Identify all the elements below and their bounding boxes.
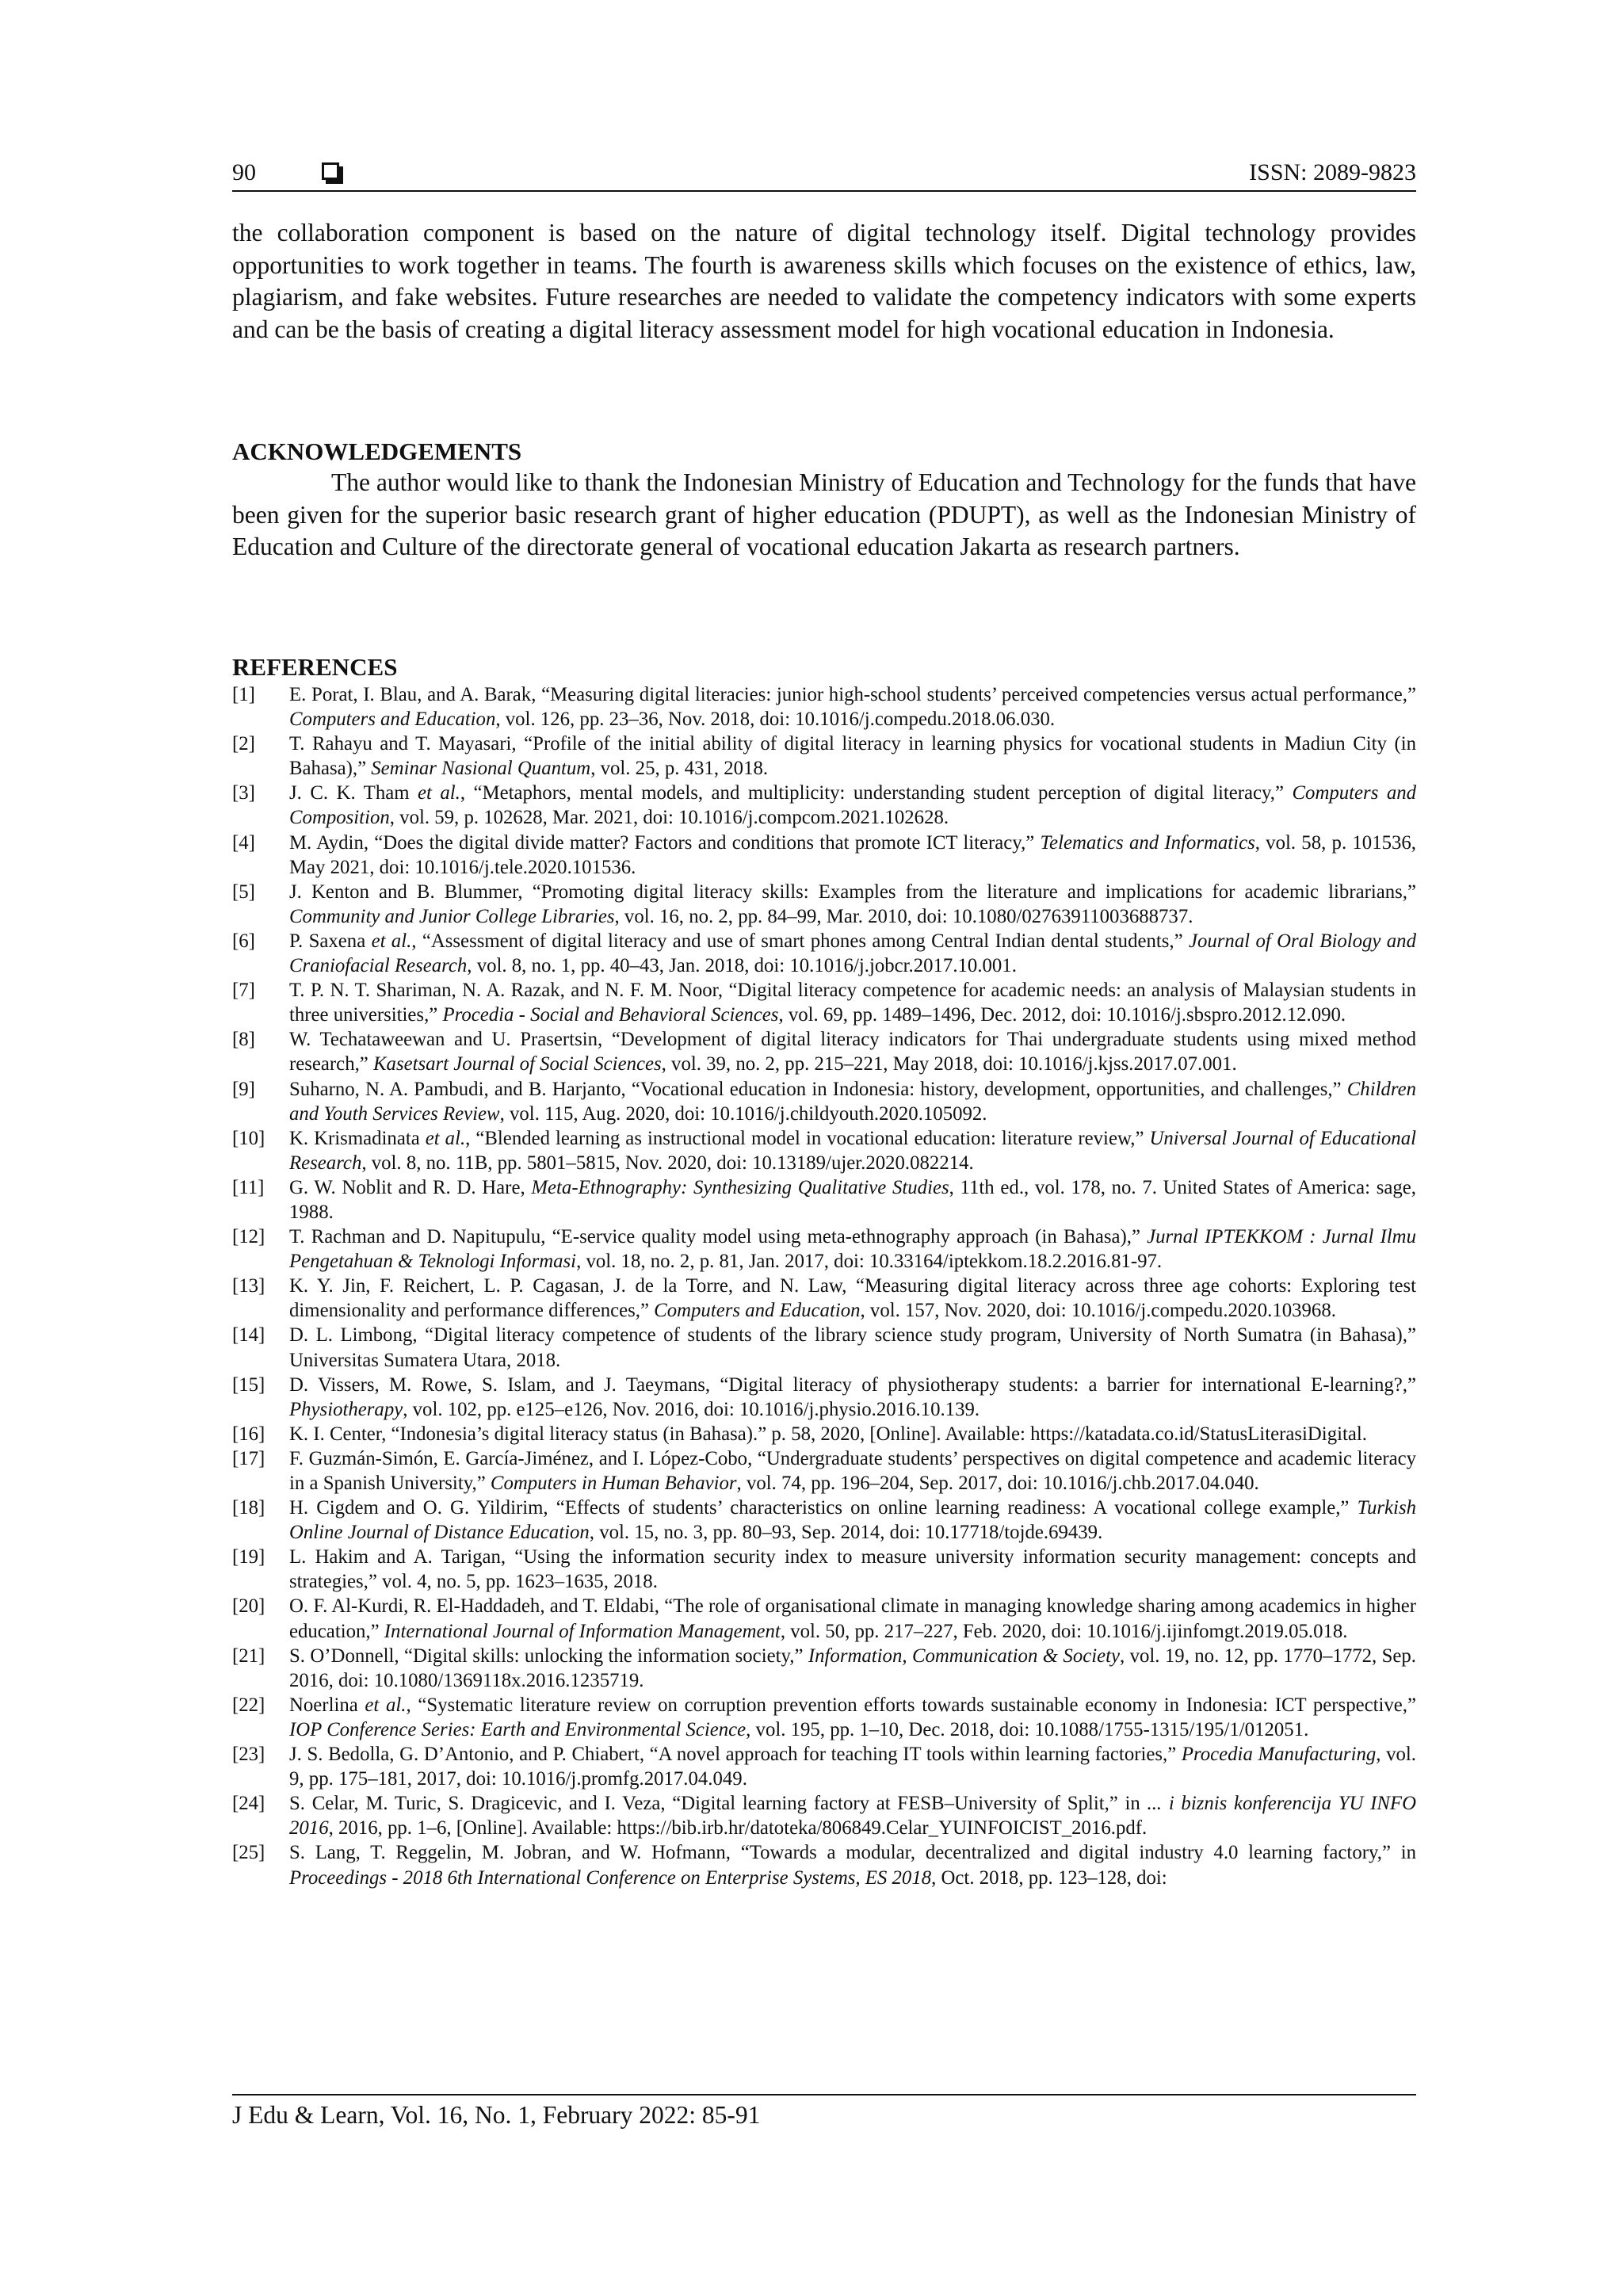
reference-number: [3] bbox=[232, 782, 255, 804]
reference-details: , vol. 15, no. 3, pp. 80–93, Sep. 2014, doi: 10.17718/tojde.69439. bbox=[589, 1522, 1103, 1544]
reference-venue: Information, Communication & Society bbox=[808, 1645, 1121, 1667]
reference-number: [1] bbox=[232, 684, 255, 705]
reference-entry bbox=[232, 1644, 1416, 1693]
reference-entry bbox=[232, 1027, 1416, 1076]
reference-entry bbox=[232, 1077, 1416, 1126]
reference-venue: Meta-Ethnography: Synthesizing Qualitative Studies bbox=[531, 1176, 949, 1198]
reference-entry bbox=[232, 1224, 1416, 1274]
reference-title: , “Metaphors, mental models, and multiplicity: understanding student perception of digital literacy,” bbox=[460, 782, 1293, 804]
reference-details: , 11th ed., vol. 178, no. 7. United States of America: sage, 1988. bbox=[289, 1176, 1417, 1223]
reference-authors-title: K. Y. Jin, F. Reichert, L. P. Cagasan, J. de la Torre, and N. Law, “Measuring digital literacy across three age cohorts: Exploring test dimensionality and performance differences,” bbox=[289, 1275, 1416, 1322]
reference-number: [23] bbox=[232, 1744, 265, 1766]
reference-details: , Oct. 2018, pp. 123–128, doi: bbox=[931, 1866, 1167, 1889]
reference-venue: Computers in Human Behavior bbox=[490, 1473, 737, 1494]
reference-details: , vol. 9, pp. 175–181, 2017, doi: 10.1016/j.promfg.2017.04.049. bbox=[289, 1744, 1416, 1790]
reference-list bbox=[232, 682, 1416, 1890]
reference-details: , vol. 8, no. 11B, pp. 5801–5815, Nov. 2020, doi: 10.13189/ujer.2020.082214. bbox=[361, 1152, 974, 1174]
reference-details: , vol. 69, pp. 1489–1496, Dec. 2012, doi: 10.1016/j.sbspro.2012.12.090. bbox=[778, 1004, 1346, 1026]
reference-entry bbox=[232, 831, 1416, 880]
reference-entry bbox=[232, 781, 1416, 830]
reference-venue: Turkish Online Journal of Distance Education bbox=[289, 1497, 1416, 1544]
reference-number: [6] bbox=[232, 930, 255, 952]
reference-authors-title: J. Kenton and B. Blummer, “Promoting digital literacy skills: Examples from the literature and implications for academic librarians,” bbox=[289, 881, 1416, 903]
reference-number: [9] bbox=[232, 1078, 255, 1100]
reference-entry bbox=[232, 1373, 1416, 1422]
reference-authors-title: S. Lang, T. Reggelin, M. Jobran, and W. Hofmann, “Towards a modular, decentralized and digital industry 4.0 learning factory,” in bbox=[289, 1842, 1416, 1864]
reference-details: , vol. 39, no. 2, pp. 215–221, May 2018, doi: 10.1016/j.kjss.2017.07.001. bbox=[661, 1053, 1237, 1075]
reference-authors-title: J. S. Bedolla, G. D’Antonio, and P. Chiabert, “A novel approach for teaching IT tools within learning factories,” bbox=[289, 1744, 1182, 1766]
reference-entry bbox=[232, 1840, 1416, 1889]
reference-venue: Universal Journal of Educational Research bbox=[289, 1127, 1416, 1174]
reference-venue: Journal of Oral Biology and Craniofacial Research bbox=[289, 930, 1416, 977]
reference-venue: Computers and Education bbox=[654, 1300, 861, 1322]
page-number: 90 bbox=[232, 159, 256, 185]
reference-title: , “Assessment of digital literacy and use of smart phones among Central Indian dental students,” bbox=[411, 930, 1189, 952]
reference-entry bbox=[232, 929, 1416, 978]
reference-number: [22] bbox=[232, 1694, 265, 1716]
reference-venue: ... i biznis konferencija YU INFO 2016 bbox=[289, 1793, 1416, 1839]
reference-details: , vol. 74, pp. 196–204, Sep. 2017, doi: 10.1016/j.chb.2017.04.040. bbox=[736, 1473, 1259, 1494]
reference-title: , “Blended learning as instructional model in vocational education: literature review,” bbox=[465, 1127, 1150, 1149]
reference-details: , vol. 50, pp. 217–227, Feb. 2020, doi: 10.1016/j.ijinfomgt.2019.05.018. bbox=[780, 1620, 1348, 1642]
reference-authors-title: S. Celar, M. Turic, S. Dragicevic, and I. Veza, “Digital learning factory at FESB–University of Split,” in bbox=[289, 1793, 1148, 1815]
reference-details: , vol. 102, pp. e125–e126, Nov. 2016, doi: 10.1016/j.physio.2016.10.139. bbox=[403, 1398, 980, 1420]
reference-number: [15] bbox=[232, 1373, 265, 1396]
reference-number: [24] bbox=[232, 1793, 265, 1815]
reference-venue: International Journal of Information Management bbox=[384, 1620, 781, 1642]
reference-number: [25] bbox=[232, 1842, 265, 1864]
reference-authors-title: J. C. K. Tham bbox=[289, 782, 418, 804]
reference-et-al: et al. bbox=[365, 1694, 407, 1716]
reference-entry bbox=[232, 1446, 1416, 1496]
reference-details: , vol. 16, no. 2, pp. 84–99, Mar. 2010, doi: 10.1080/02763911003688737. bbox=[614, 905, 1193, 927]
reference-number: [20] bbox=[232, 1595, 265, 1618]
reference-number: [11] bbox=[232, 1176, 265, 1198]
acknowledgements-heading: ACKNOWLEDGEMENTS bbox=[232, 437, 522, 465]
reference-et-al: et al. bbox=[418, 782, 460, 804]
reference-authors-title: L. Hakim and A. Tarigan, “Using the information security index to measure university information security management: concepts and strategies,” vol. 4, no. 5, pp. 1623–1635, 2018. bbox=[289, 1546, 1416, 1593]
reference-venue: Children and Youth Services Review bbox=[289, 1078, 1416, 1125]
reference-entry bbox=[232, 1422, 1416, 1446]
reference-details: , vol. 25, p. 431, 2018. bbox=[590, 758, 769, 780]
reference-number: [7] bbox=[232, 980, 255, 1002]
reference-venue: Seminar Nasional Quantum bbox=[371, 758, 591, 780]
reference-venue: Telematics and Informatics bbox=[1040, 831, 1255, 854]
reference-authors-title: S. O’Donnell, “Digital skills: unlocking the information society,” bbox=[289, 1645, 808, 1667]
reference-entry bbox=[232, 1496, 1416, 1545]
reference-venue: Computers and Composition bbox=[289, 782, 1417, 829]
reference-details: , vol. 58, p. 101536, May 2021, doi: 10.1016/j.tele.2020.101536. bbox=[289, 831, 1416, 878]
reference-venue: Jurnal IPTEKKOM : Jurnal Ilmu Pengetahuan & Teknologi Informasi bbox=[289, 1226, 1416, 1273]
reference-entry bbox=[232, 1545, 1416, 1594]
reference-number: [19] bbox=[232, 1546, 265, 1568]
references-heading: REFERENCES bbox=[232, 653, 398, 681]
reference-authors-title: K. Krismadinata bbox=[289, 1127, 426, 1149]
reference-details: , 2016, pp. 1–6, [Online]. Available: https://bib.irb.hr/datoteka/806849.Celar_YUINFOICIST_2016.pdf. bbox=[328, 1817, 1148, 1839]
reference-entry bbox=[232, 880, 1416, 929]
reference-number: [16] bbox=[232, 1423, 265, 1445]
reference-entry bbox=[232, 1126, 1416, 1175]
reference-details: , vol. 59, p. 102628, Mar. 2021, doi: 10.1016/j.compcom.2021.102628. bbox=[389, 807, 949, 829]
header-divider bbox=[232, 190, 1416, 192]
reference-details: , vol. 195, pp. 1–10, Dec. 2018, doi: 10.1088/1755-1315/195/1/012051. bbox=[746, 1718, 1309, 1740]
reference-entry bbox=[232, 1274, 1416, 1323]
reference-number: [12] bbox=[232, 1226, 265, 1248]
journal-footer: J Edu & Learn, Vol. 16, No. 1, February 2022: 85-91 bbox=[232, 2101, 761, 2129]
reference-details: , vol. 18, no. 2, p. 81, Jan. 2017, doi: 10.33164/iptekkom.18.2.2016.81-97. bbox=[576, 1251, 1163, 1273]
reference-entry bbox=[232, 978, 1416, 1027]
reference-number: [10] bbox=[232, 1127, 265, 1149]
reference-number: [2] bbox=[232, 733, 255, 755]
reference-number: [13] bbox=[232, 1275, 265, 1297]
reference-authors-title: W. Techataweewan and U. Prasertsin, “Development of digital literacy indicators for Thai undergraduate students using mixed method research,” bbox=[289, 1029, 1416, 1075]
reference-authors-title: Noerlina bbox=[289, 1694, 365, 1716]
reference-number: [4] bbox=[232, 831, 255, 854]
reference-venue: Community and Junior College Libraries bbox=[289, 905, 615, 927]
acknowledgements-paragraph: The author would like to thank the Indonesian Ministry of Education and Technology for the funds that have been given for the superior basic research grant of higher education (PDUPT), as well as the Indonesian Ministry of Education and Culture of the directorate general of vocational education Jakarta as research partners. bbox=[232, 468, 1416, 561]
reference-venue: Procedia - Social and Behavioral Sciences bbox=[442, 1004, 779, 1026]
reference-authors-title: T. P. N. T. Shariman, N. A. Razak, and N. F. M. Noor, “Digital literacy competence for academic needs: an analysis of Malaysian students in three universities,” bbox=[289, 980, 1416, 1026]
page-header bbox=[232, 155, 1416, 190]
reference-venue: Physiotherapy bbox=[289, 1398, 403, 1420]
reference-number: [8] bbox=[232, 1029, 255, 1051]
reference-et-al: et al. bbox=[425, 1127, 466, 1149]
reference-number: [18] bbox=[232, 1497, 265, 1519]
conclusion-paragraph: the collaboration component is based on the nature of digital technology itself. Digital technology provides opportunities to work together in teams. The fourth is awareness skills which focuses on the existence of ethics, law, plagiarism, and fake websites. Future researches are needed to validate the competency indicators with some experts and can be the basis of creating a digital literacy assessment model for high vocational education in Indonesia. bbox=[232, 219, 1416, 343]
reference-authors-title: Suharno, N. A. Pambudi, and B. Harjanto, “Vocational education in Indonesia: history, development, opportunities, and challenges,” bbox=[289, 1078, 1347, 1100]
reference-et-al: et al. bbox=[371, 930, 412, 952]
reference-details: , vol. 157, Nov. 2020, doi: 10.1016/j.compedu.2020.103968. bbox=[860, 1300, 1336, 1322]
checkbox-square-icon bbox=[322, 162, 339, 180]
reference-authors-title: D. L. Limbong, “Digital literacy competence of students of the library science study program, University of North Sumatra (in Bahasa),” Universitas Sumatera Utara, 2018. bbox=[289, 1324, 1416, 1371]
reference-details: , vol. 115, Aug. 2020, doi: 10.1016/j.childyouth.2020.105092. bbox=[499, 1102, 987, 1125]
reference-details: , vol. 126, pp. 23–36, Nov. 2018, doi: 10.1016/j.compedu.2018.06.030. bbox=[495, 709, 1056, 731]
reference-venue: Proceedings - 2018 6th International Conference on Enterprise Systems, ES 2018 bbox=[289, 1866, 932, 1889]
reference-entry bbox=[232, 1693, 1416, 1742]
reference-authors-title: G. W. Noblit and R. D. Hare, bbox=[289, 1176, 532, 1198]
reference-authors-title: K. I. Center, “Indonesia’s digital literacy status (in Bahasa).” p. 58, 2020, [Online]. Available: https://katadata.co.id/StatusLiterasiDigital. bbox=[289, 1423, 1367, 1445]
issn-label: ISSN: 2089-9823 bbox=[1249, 159, 1416, 185]
reference-entry bbox=[232, 732, 1416, 781]
reference-details: , vol. 19, no. 12, pp. 1770–1772, Sep. 2016, doi: 10.1080/1369118x.2016.1235719. bbox=[289, 1645, 1417, 1691]
reference-authors-title: F. Guzmán-Simón, E. García-Jiménez, and I. López-Cobo, “Undergraduate students’ perspectives on digital competence and academic literacy in a Spanish University,” bbox=[289, 1447, 1416, 1494]
reference-venue: Kasetsart Journal of Social Sciences bbox=[373, 1053, 662, 1075]
reference-number: [5] bbox=[232, 881, 255, 903]
reference-entry bbox=[232, 1742, 1416, 1791]
reference-authors-title: M. Aydin, “Does the digital divide matter? Factors and conditions that promote ICT literacy,” bbox=[289, 831, 1041, 854]
reference-number: [17] bbox=[232, 1447, 265, 1469]
reference-entry bbox=[232, 1323, 1416, 1372]
reference-details: , vol. 8, no. 1, pp. 40–43, Jan. 2018, doi: 10.1016/j.jobcr.2017.10.001. bbox=[467, 955, 1017, 977]
reference-authors-title: P. Saxena bbox=[289, 930, 372, 952]
reference-entry bbox=[232, 1594, 1416, 1643]
reference-authors-title: D. Vissers, M. Rowe, S. Islam, and J. Taeymans, “Digital literacy of physiotherapy students: a barrier for international E-learning?,” bbox=[289, 1373, 1416, 1396]
reference-authors-title: E. Porat, I. Blau, and A. Barak, “Measuring digital literacies: junior high-school students’ perceived competencies versus actual performance,” bbox=[289, 684, 1416, 705]
reference-authors-title: H. Cigdem and O. G. Yildirim, “Effects of students’ characteristics on online learning readiness: A vocational college example,” bbox=[289, 1497, 1358, 1519]
reference-venue: Computers and Education bbox=[289, 709, 496, 731]
reference-venue: Procedia Manufacturing bbox=[1181, 1744, 1377, 1766]
reference-entry bbox=[232, 1791, 1416, 1840]
reference-entry bbox=[232, 682, 1416, 732]
reference-entry bbox=[232, 1175, 1416, 1224]
reference-number: [14] bbox=[232, 1324, 265, 1347]
reference-title: , “Systematic literature review on corruption prevention efforts towards sustainable economy in Indonesia: ICT perspective,” bbox=[406, 1694, 1416, 1716]
reference-authors-title: T. Rahayu and T. Mayasari, “Profile of the initial ability of digital literacy in learning physics for vocational students in Madiun City (in Bahasa),” bbox=[289, 733, 1416, 780]
reference-authors-title: O. F. Al-Kurdi, R. El-Haddadeh, and T. Eldabi, “The role of organisational climate in managing knowledge sharing among academics in higher education,” bbox=[289, 1595, 1416, 1642]
reference-number: [21] bbox=[232, 1645, 265, 1667]
footer-divider bbox=[232, 2094, 1416, 2095]
reference-authors-title: T. Rachman and D. Napitupulu, “E-service quality model using meta-ethnography approach (in Bahasa),” bbox=[289, 1226, 1148, 1248]
reference-venue: IOP Conference Series: Earth and Environmental Science bbox=[289, 1718, 747, 1740]
